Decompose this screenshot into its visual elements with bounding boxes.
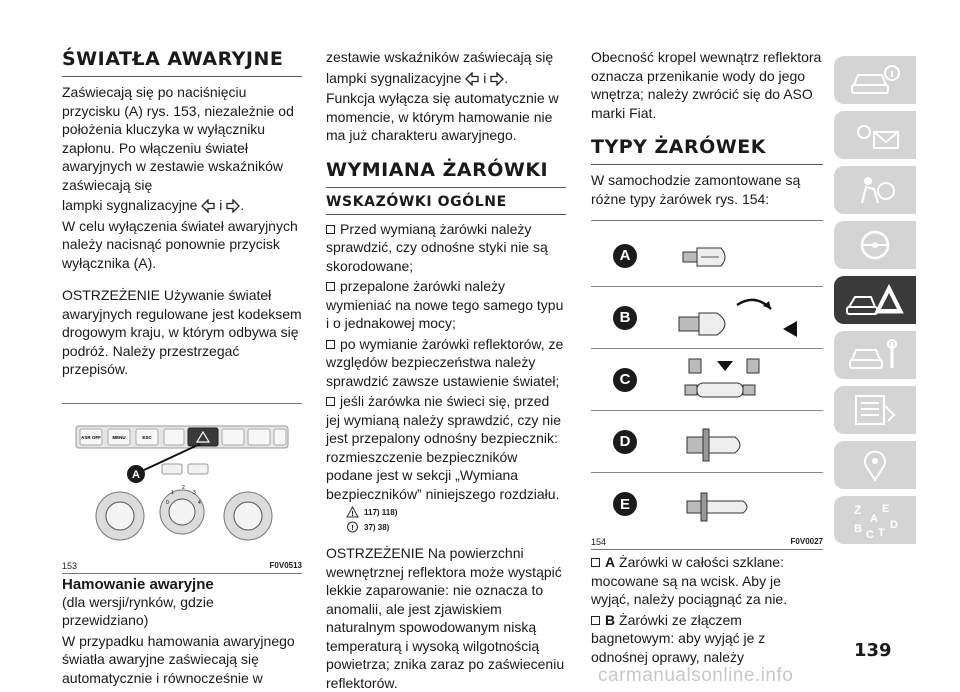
list-item-text: przepalone żarówki należy wymieniać na nowe tego samego typu i o jednakowej mocy; bbox=[326, 278, 564, 331]
paragraph: Obecność kropel wewnątrz reflektora oznacza przenikanie wody do jego wnętrza; należy zwrócić się do ASO marki Fiat. bbox=[591, 49, 822, 121]
figure-153 bbox=[62, 404, 302, 559]
svg-text:!: ! bbox=[351, 525, 354, 532]
paragraph-indicator-line bbox=[326, 69, 566, 88]
section-title-bulb-types: TYPY ŻARÓWEK bbox=[591, 136, 823, 165]
chapter-tab-sidebar bbox=[834, 56, 916, 551]
section-title-bulb-replacement: WYMIANA ŻARÓWKI bbox=[326, 159, 566, 188]
paragraph: W samochodzie zamontowane są różne typy żarówek rys. 154: bbox=[591, 172, 801, 207]
bulb-row-b bbox=[591, 287, 823, 349]
text: . bbox=[504, 69, 509, 86]
text: . bbox=[240, 197, 245, 213]
column-1 bbox=[62, 48, 302, 687]
figure-caption-154 bbox=[591, 537, 823, 550]
warning-paragraph: OSTRZEŻENIE Używanie świateł awaryjnych regulowane jest kodeksem drogowym kraju, w którym odbywa się podróż. Należy przestrzegać przepisów. bbox=[62, 287, 302, 377]
index-letter: E bbox=[882, 503, 890, 515]
svg-text:ASR OFF: ASR OFF bbox=[81, 434, 101, 440]
text: lampki sygnalizacyjne bbox=[62, 197, 198, 213]
breakdown-warning-icon bbox=[845, 281, 905, 319]
tab-technical-data[interactable] bbox=[834, 386, 916, 434]
paragraph: (dla wersji/rynków, gdzie przewidziano) bbox=[62, 593, 214, 628]
figure-code: F0V0513 bbox=[269, 560, 302, 570]
bulb-letter: B bbox=[605, 611, 616, 628]
airbag-icon bbox=[848, 173, 902, 207]
bulb-letter: A bbox=[605, 554, 616, 570]
bullet-box-icon bbox=[326, 225, 335, 234]
tab-index[interactable] bbox=[834, 496, 916, 544]
turn-right-indicator-icon bbox=[490, 72, 504, 86]
steering-wheel-icon bbox=[848, 228, 902, 262]
warning-reference-text: 117) 118) bbox=[364, 507, 398, 517]
text: lampki sygnalizacyjne bbox=[326, 69, 462, 86]
index-letter: A bbox=[870, 513, 878, 525]
caution-reference bbox=[346, 521, 566, 533]
page-number: 139 bbox=[854, 640, 892, 661]
list-item-text: jeśli żarówka nie świeci się, przed jej wymianą należy sprawdzić, czy nie jest przepalony odnośny bezpiecznik: rozmieszczenie bezpieczników podane jest w sekcji „Wymiana bezpieczników” niniejszego rozdziału. bbox=[326, 393, 561, 502]
subsection-title-general-notes: WSKAZÓWKI OGÓLNE bbox=[326, 194, 566, 215]
svg-text:1: 1 bbox=[171, 489, 174, 496]
index-letter: C bbox=[866, 529, 874, 540]
svg-text:A: A bbox=[132, 468, 140, 481]
column-3 bbox=[591, 48, 823, 666]
list-item-text: po wymianie żarówki reflektorów, ze względów bezpieczeństwa należy sprawdzić zawsze ustawienie świateł; bbox=[326, 335, 564, 389]
paragraph: zestawie wskaźników zaświecają się bbox=[326, 49, 554, 65]
list-item-text: Żarówki w całości szklane: mocowane są na wcisk. Aby je wyjąć, należy pociągnąć za nie. bbox=[591, 554, 788, 607]
bullet-box-icon bbox=[591, 616, 600, 625]
bulb-label: A bbox=[613, 244, 637, 268]
list-item-text: Przed wymianą żarówki należy sprawdzić, czy odnośne styki nie są skorodowane; bbox=[326, 220, 548, 274]
list-item bbox=[326, 392, 566, 503]
subtitle-emergency-braking: Hamowanie awaryjne bbox=[62, 575, 214, 593]
section-title-hazard-lights: ŚWIATŁA AWARYJNE bbox=[62, 48, 302, 77]
figure-number: 153 bbox=[62, 560, 78, 571]
warning-paragraph: OSTRZEŻENIE Na powierzchni wewnętrznej reflektora może wystąpić lekkie zaparowanie: nie oznacza to anomalii, ale jest zjawiskiem naturalnym spowodowanym niską temperaturą i wysoką wilgotnością powietrza; znika zaraz po zaświeceniu reflektorów. bbox=[326, 545, 565, 691]
text: i bbox=[483, 69, 487, 86]
caution-circle-icon bbox=[346, 521, 359, 533]
svg-text:0: 0 bbox=[166, 499, 169, 506]
paragraph: W przypadku hamowania awaryjnego światła awaryjne zaświecają się automatycznie i równocześnie w bbox=[62, 632, 295, 686]
turn-left-indicator-icon bbox=[465, 72, 479, 86]
paragraph: Funkcja wyłącza się automatycznie w momencie, w którym hamowanie nie ma już charakteru awaryjnego. bbox=[326, 90, 559, 143]
tab-driving[interactable] bbox=[834, 221, 916, 269]
bullet-box-icon bbox=[326, 397, 335, 406]
festoon-bulb-icon bbox=[667, 353, 817, 407]
warning-reference bbox=[346, 506, 566, 518]
sun-envelope-icon bbox=[848, 118, 902, 152]
figure-code: F0V0027 bbox=[790, 537, 823, 546]
list-item bbox=[591, 553, 823, 609]
bulb-label: D bbox=[613, 430, 637, 454]
list-item bbox=[326, 220, 566, 276]
paragraph-indicator-line bbox=[62, 196, 302, 215]
bulb-row-d bbox=[591, 411, 823, 473]
index-letter: T bbox=[878, 527, 885, 539]
svg-text:3: 3 bbox=[193, 489, 196, 496]
paragraph: Zaświecają się po naciśnięciu przycisku (A) rys. 153, niezależnie od położenia kluczyka w wyłączniku zapłonu. Po włączeniu świateł awaryjnych w zestawie wskaźników zaświecają się bbox=[62, 84, 294, 193]
tab-airbag[interactable] bbox=[834, 166, 916, 214]
caution-reference-text: 37) 38) bbox=[364, 522, 390, 532]
bullet-box-icon bbox=[591, 558, 600, 567]
figure-number: 154 bbox=[591, 537, 607, 547]
dashboard-hazard-panel-illustration bbox=[62, 404, 302, 554]
text: i bbox=[219, 197, 223, 213]
bulb-row-c bbox=[591, 349, 823, 411]
list-item-text: Żarówki ze złączem bagnetowym: aby wyjąć je z odnośnej oprawy, należy bbox=[591, 611, 766, 665]
paragraph: W celu wyłączenia świateł awaryjnych należy nacisnąć ponownie przycisk wyłącznika (A). bbox=[62, 217, 298, 271]
list-item bbox=[326, 277, 566, 333]
car-wrench-icon bbox=[848, 338, 902, 372]
tab-dashboard-knowledge[interactable] bbox=[834, 56, 916, 104]
tab-emergency[interactable] bbox=[834, 276, 916, 324]
tab-safety[interactable] bbox=[834, 111, 916, 159]
bulb-row-e bbox=[591, 473, 823, 535]
list-item bbox=[326, 335, 566, 391]
list-item bbox=[591, 611, 823, 667]
halogen-h1-bulb-icon bbox=[673, 477, 793, 531]
bullet-box-icon bbox=[326, 282, 335, 291]
map-pin-icon bbox=[848, 448, 902, 482]
watermark: carmanualsonline.info bbox=[598, 665, 794, 686]
tab-maintenance[interactable] bbox=[834, 331, 916, 379]
warning-triangle-icon bbox=[346, 506, 359, 518]
alphabet-index-icon bbox=[848, 500, 902, 540]
turn-left-indicator-icon bbox=[201, 199, 215, 213]
bulb-label: B bbox=[613, 306, 637, 330]
index-letter: B bbox=[854, 523, 862, 535]
figure-154 bbox=[591, 221, 823, 535]
svg-text:ESC: ESC bbox=[142, 434, 152, 440]
svg-text:4: 4 bbox=[198, 499, 201, 506]
turn-right-indicator-icon bbox=[226, 199, 240, 213]
index-letter: D bbox=[890, 519, 898, 531]
svg-text:!: ! bbox=[351, 511, 354, 518]
halogen-h7-bulb-icon bbox=[673, 415, 793, 469]
svg-text:2: 2 bbox=[182, 484, 185, 491]
bayonet-bulb-icon bbox=[667, 291, 817, 345]
bulb-row-a bbox=[591, 225, 823, 287]
checklist-icon bbox=[848, 393, 902, 427]
column-2 bbox=[326, 48, 566, 692]
tab-multimedia[interactable] bbox=[834, 441, 916, 489]
figure-caption-153 bbox=[62, 561, 302, 574]
bullet-box-icon bbox=[326, 340, 335, 349]
car-info-icon bbox=[848, 63, 902, 97]
index-letter: Z bbox=[854, 503, 862, 517]
svg-text:MENU: MENU bbox=[112, 434, 126, 440]
glass-wedge-bulb-icon bbox=[673, 236, 793, 276]
bulb-label: C bbox=[613, 368, 637, 392]
bulb-label: E bbox=[613, 492, 637, 516]
